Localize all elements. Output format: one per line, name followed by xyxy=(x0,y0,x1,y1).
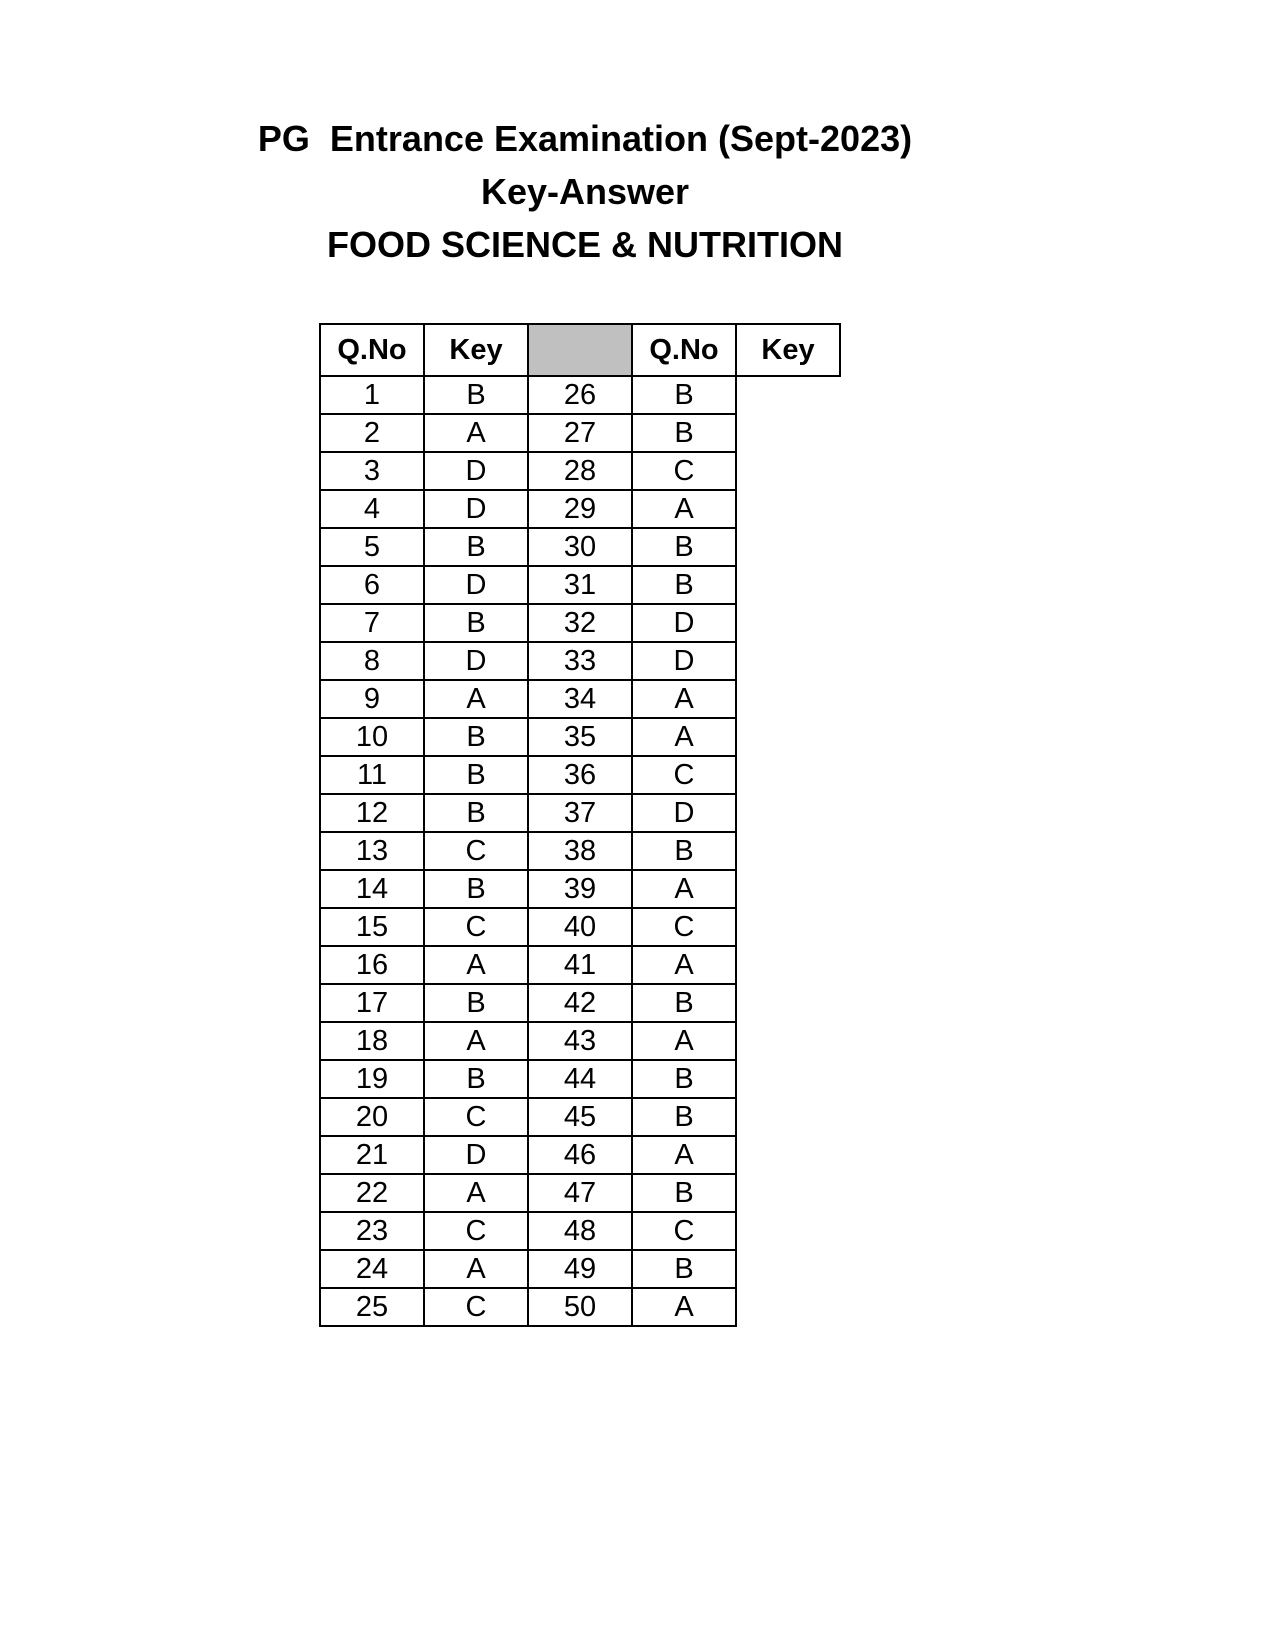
question-number-cell: 39 xyxy=(528,870,632,908)
question-number-cell: 25 xyxy=(320,1288,424,1326)
table-row xyxy=(320,1212,840,1250)
question-number-cell: 20 xyxy=(320,1098,424,1136)
question-number-cell: 41 xyxy=(528,946,632,984)
question-number-cell: 23 xyxy=(320,1212,424,1250)
question-number-cell: 4 xyxy=(320,490,424,528)
answer-key-cell: B xyxy=(632,1060,736,1098)
key-header-left: Key xyxy=(424,324,528,376)
answer-key-cell: D xyxy=(632,794,736,832)
table-row xyxy=(320,528,840,566)
question-number-cell: 11 xyxy=(320,756,424,794)
answer-key-cell: B xyxy=(632,414,736,452)
question-number-cell: 17 xyxy=(320,984,424,1022)
answer-key-cell: D xyxy=(424,642,528,680)
answer-key-cell: B xyxy=(424,756,528,794)
answer-key-cell: A xyxy=(632,718,736,756)
table-row xyxy=(320,1022,840,1060)
question-number-cell: 21 xyxy=(320,1136,424,1174)
answer-key-cell: B xyxy=(424,870,528,908)
answer-key-cell: A xyxy=(424,414,528,452)
answer-key-cell: B xyxy=(424,794,528,832)
question-number-cell: 19 xyxy=(320,1060,424,1098)
question-number-cell: 27 xyxy=(528,414,632,452)
answer-key-cell: B xyxy=(424,1060,528,1098)
table-row xyxy=(320,946,840,984)
answer-key-cell: C xyxy=(632,452,736,490)
question-number-cell: 40 xyxy=(528,908,632,946)
question-number-cell: 12 xyxy=(320,794,424,832)
question-number-cell: 34 xyxy=(528,680,632,718)
question-number-cell: 35 xyxy=(528,718,632,756)
answer-key-cell: A xyxy=(632,1136,736,1174)
question-number-cell: 15 xyxy=(320,908,424,946)
answer-key-cell: B xyxy=(632,832,736,870)
answer-key-cell: A xyxy=(632,1288,736,1326)
table-row xyxy=(320,1288,840,1326)
question-number-cell: 16 xyxy=(320,946,424,984)
answer-key-cell: D xyxy=(424,566,528,604)
answer-key-cell: A xyxy=(424,946,528,984)
question-number-cell: 29 xyxy=(528,490,632,528)
answer-key-cell: A xyxy=(424,1174,528,1212)
answer-key-cell: B xyxy=(424,718,528,756)
answer-key-cell: D xyxy=(632,604,736,642)
question-number-cell: 30 xyxy=(528,528,632,566)
question-number-cell: 5 xyxy=(320,528,424,566)
question-number-cell: 42 xyxy=(528,984,632,1022)
qno-header-right: Q.No xyxy=(632,324,736,376)
answer-key-cell: B xyxy=(424,528,528,566)
separator-column xyxy=(528,324,632,376)
answer-key-cell: C xyxy=(424,1212,528,1250)
exam-title: PG Entrance Examination (Sept-2023) xyxy=(257,118,913,159)
table-row xyxy=(320,984,840,1022)
table-body xyxy=(320,376,840,1326)
answer-key-cell: C xyxy=(424,832,528,870)
question-number-cell: 45 xyxy=(528,1098,632,1136)
table-header-row xyxy=(320,324,840,376)
answer-key-cell: C xyxy=(632,756,736,794)
answer-key-cell: A xyxy=(424,680,528,718)
table-row xyxy=(320,794,840,832)
question-number-cell: 7 xyxy=(320,604,424,642)
answer-key-cell: D xyxy=(424,1136,528,1174)
question-number-cell: 26 xyxy=(528,376,632,414)
answer-key-cell: A xyxy=(632,870,736,908)
question-number-cell: 36 xyxy=(528,756,632,794)
question-number-cell: 48 xyxy=(528,1212,632,1250)
document-heading xyxy=(0,112,1170,271)
answer-key-cell: B xyxy=(424,984,528,1022)
question-number-cell: 33 xyxy=(528,642,632,680)
answer-key-cell: D xyxy=(632,642,736,680)
answer-key-cell: B xyxy=(632,528,736,566)
table-row xyxy=(320,604,840,642)
question-number-cell: 28 xyxy=(528,452,632,490)
answer-key-cell: B xyxy=(632,376,736,414)
answer-key-cell: C xyxy=(632,908,736,946)
qno-header-left: Q.No xyxy=(320,324,424,376)
table-row xyxy=(320,566,840,604)
answer-key-cell: B xyxy=(632,984,736,1022)
table-row xyxy=(320,1060,840,1098)
question-number-cell: 47 xyxy=(528,1174,632,1212)
table-row xyxy=(320,376,840,414)
answer-key-cell: C xyxy=(424,908,528,946)
answer-key-cell: B xyxy=(632,1250,736,1288)
answer-key-cell: D xyxy=(424,490,528,528)
question-number-cell: 13 xyxy=(320,832,424,870)
table-row xyxy=(320,680,840,718)
question-number-cell: 24 xyxy=(320,1250,424,1288)
question-number-cell: 3 xyxy=(320,452,424,490)
table-row xyxy=(320,490,840,528)
question-number-cell: 38 xyxy=(528,832,632,870)
table-row xyxy=(320,414,840,452)
question-number-cell: 8 xyxy=(320,642,424,680)
question-number-cell: 46 xyxy=(528,1136,632,1174)
answer-key-cell: B xyxy=(632,1098,736,1136)
question-number-cell: 22 xyxy=(320,1174,424,1212)
answer-key-cell: A xyxy=(632,946,736,984)
answer-key-cell: C xyxy=(424,1288,528,1326)
key-answer-subtitle: Key-Answer xyxy=(480,171,690,212)
question-number-cell: 10 xyxy=(320,718,424,756)
table-row xyxy=(320,1098,840,1136)
answer-key-cell: A xyxy=(632,1022,736,1060)
question-number-cell: 18 xyxy=(320,1022,424,1060)
answer-key-cell: B xyxy=(632,566,736,604)
table-row xyxy=(320,908,840,946)
question-number-cell: 43 xyxy=(528,1022,632,1060)
answer-key-cell: C xyxy=(632,1212,736,1250)
answer-key-cell: B xyxy=(424,604,528,642)
table-row xyxy=(320,718,840,756)
question-number-cell: 37 xyxy=(528,794,632,832)
table-row xyxy=(320,1136,840,1174)
table-row xyxy=(320,1174,840,1212)
answer-key-cell: A xyxy=(632,680,736,718)
subject-title: FOOD SCIENCE & NUTRITION xyxy=(326,224,843,265)
answer-key-cell: A xyxy=(632,490,736,528)
key-header-right: Key xyxy=(736,324,840,376)
table-row xyxy=(320,1250,840,1288)
table-row xyxy=(320,642,840,680)
question-number-cell: 44 xyxy=(528,1060,632,1098)
table-row xyxy=(320,870,840,908)
question-number-cell: 50 xyxy=(528,1288,632,1326)
question-number-cell: 2 xyxy=(320,414,424,452)
answer-key-cell: A xyxy=(424,1250,528,1288)
question-number-cell: 49 xyxy=(528,1250,632,1288)
answer-key-table xyxy=(319,323,841,1327)
answer-key-cell: B xyxy=(424,376,528,414)
question-number-cell: 31 xyxy=(528,566,632,604)
question-number-cell: 6 xyxy=(320,566,424,604)
table-row xyxy=(320,452,840,490)
answer-key-cell: A xyxy=(424,1022,528,1060)
answer-key-cell: B xyxy=(632,1174,736,1212)
answer-key-cell: D xyxy=(424,452,528,490)
question-number-cell: 32 xyxy=(528,604,632,642)
question-number-cell: 14 xyxy=(320,870,424,908)
table-row xyxy=(320,832,840,870)
answer-key-cell: C xyxy=(424,1098,528,1136)
question-number-cell: 9 xyxy=(320,680,424,718)
question-number-cell: 1 xyxy=(320,376,424,414)
table-row xyxy=(320,756,840,794)
